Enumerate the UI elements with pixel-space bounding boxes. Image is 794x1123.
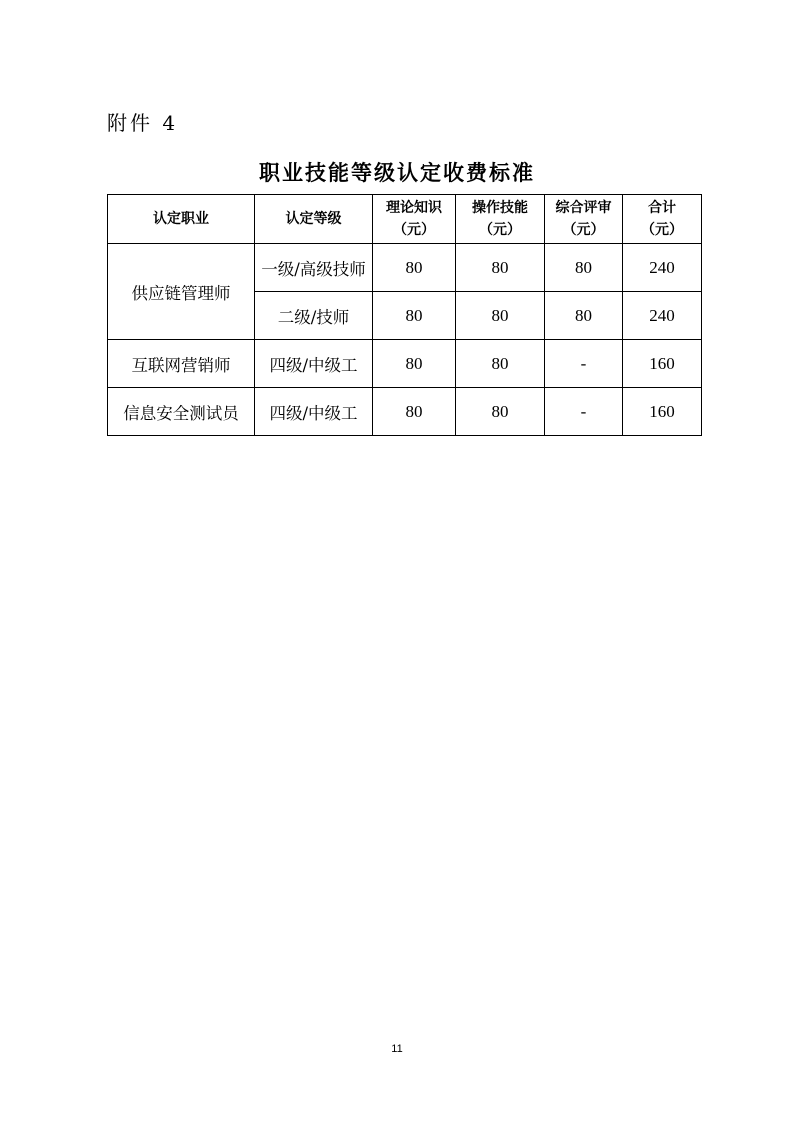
practical-fee-cell: 80 <box>456 244 545 292</box>
header-level: 认定等级 <box>255 195 373 244</box>
table-row <box>108 244 702 292</box>
level-cell: 一级/高级技师 <box>255 244 373 292</box>
header-theory-label: 理论知识 <box>386 200 442 216</box>
table-header-row <box>108 195 702 244</box>
header-practical <box>456 195 545 244</box>
page-number: 11 <box>391 1043 403 1055</box>
practical-fee-cell: 80 <box>456 388 545 436</box>
table-row <box>108 388 702 436</box>
level-cell: 四级/中级工 <box>255 388 373 436</box>
level-cell: 二级/技师 <box>255 292 373 340</box>
total-fee-cell: 160 <box>623 388 702 436</box>
fee-standard-table <box>107 194 702 436</box>
total-fee-cell: 240 <box>623 292 702 340</box>
table-row <box>108 340 702 388</box>
header-theory-unit: （元） <box>393 222 435 238</box>
review-fee-cell: 80 <box>545 292 623 340</box>
total-fee-cell: 160 <box>623 340 702 388</box>
document-title: 职业技能等级认定收费标准 <box>259 161 535 185</box>
header-total-label: 合计 <box>648 200 676 216</box>
header-review <box>545 195 623 244</box>
theory-fee-cell: 80 <box>373 340 456 388</box>
header-review-label: 综合评审 <box>555 200 612 216</box>
header-total-unit: （元） <box>641 222 683 238</box>
practical-fee-cell: 80 <box>456 340 545 388</box>
occupation-cell: 信息安全测试员 <box>108 388 255 436</box>
review-fee-cell: - <box>545 340 623 388</box>
practical-fee-cell: 80 <box>456 292 545 340</box>
review-fee-cell: - <box>545 388 623 436</box>
theory-fee-cell: 80 <box>373 292 456 340</box>
header-practical-unit: （元） <box>479 222 521 238</box>
total-fee-cell: 240 <box>623 244 702 292</box>
theory-fee-cell: 80 <box>373 244 456 292</box>
header-occupation: 认定职业 <box>108 195 255 244</box>
theory-fee-cell: 80 <box>373 388 456 436</box>
occupation-cell: 互联网营销师 <box>108 340 255 388</box>
header-practical-label: 操作技能 <box>472 200 528 216</box>
level-cell: 四级/中级工 <box>255 340 373 388</box>
occupation-cell: 供应链管理师 <box>108 244 255 340</box>
header-theory <box>373 195 456 244</box>
review-fee-cell: 80 <box>545 244 623 292</box>
attachment-label: 附件 4 <box>107 111 179 135</box>
header-review-unit: （元） <box>562 222 605 238</box>
header-total <box>623 195 702 244</box>
